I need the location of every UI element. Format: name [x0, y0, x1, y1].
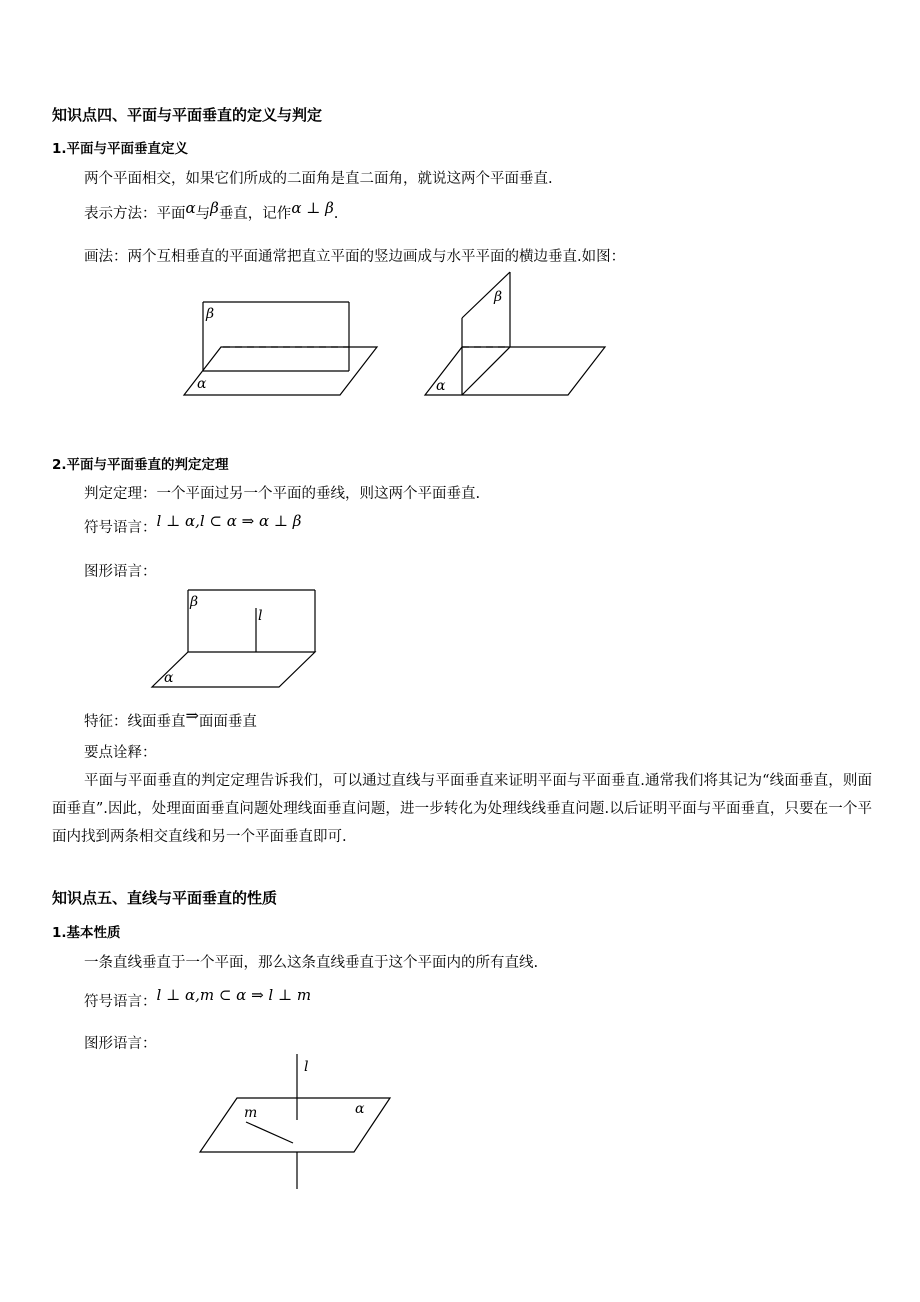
section5-title: 知识点五、直线与平面垂直的性质: [52, 889, 278, 907]
label-alpha-3: α: [355, 1101, 365, 1117]
label-alpha-right: α: [436, 378, 446, 394]
symbol-formula-4: l ⊥ α,l ⊂ α ⇒ α ⊥ β: [156, 512, 302, 530]
notation-beta: β: [210, 199, 219, 217]
key-points-paragraph: 平面与平面垂直的判定定理告诉我们，可以通过直线与平面垂直来证明平面与平面垂直.通常我们将其记为“线面垂直，则面面垂直”.因此，处理面面垂直问题处理线面垂直问题，进一步转化为处理线线垂直问题.以后证明平面与平面垂直，只要在一个平面内找到两条相交直线和另一个平面垂直即可.: [52, 773, 872, 845]
label-beta-right: β: [494, 289, 503, 305]
section4-sub1-title: 1.平面与平面垂直定义: [52, 141, 189, 157]
notation-mid: 垂直，记作: [218, 206, 292, 222]
label-alpha-2: α: [164, 670, 174, 686]
drawing-text: 画法：两个互相垂直的平面通常把直立平面的竖边画成与水平平面的横边垂直.如图：: [84, 249, 626, 265]
section5-sub1-title: 1.基本性质: [52, 925, 121, 941]
label-l-3: l: [304, 1059, 309, 1075]
property-text: 一条直线垂直于一个平面，那么这条直线垂直于这个平面内的所有直线.: [84, 955, 539, 971]
figure-label-4: 图形语言：: [84, 564, 157, 580]
notation-prefix: 表示方法：平面: [84, 206, 186, 222]
line-m: [246, 1122, 293, 1143]
label-alpha-left: α: [197, 376, 207, 392]
feature-suffix: 面面垂直: [198, 714, 257, 730]
label-m-3: m: [244, 1105, 258, 1121]
symbol-formula-5: l ⊥ α,m ⊂ α ⇒ l ⊥ m: [156, 986, 312, 1004]
notation-end: .: [333, 206, 339, 222]
feature-prefix: 特征：线面垂直: [84, 714, 186, 730]
theorem-text: 判定定理：一个平面过另一个平面的垂线，则这两个平面垂直.: [84, 486, 481, 502]
label-beta-left: β: [206, 306, 215, 322]
definition-text: 两个平面相交，如果它们所成的二面角是直二面角，就说这两个平面垂直.: [84, 171, 553, 187]
symbol-label-4: 符号语言：: [84, 520, 157, 536]
notation-and: 与: [195, 206, 211, 222]
label-l-2: l: [258, 608, 263, 624]
label-beta-2: β: [190, 594, 199, 610]
notation-formula: α ⊥ β: [291, 199, 334, 217]
figure-label-5: 图形语言：: [84, 1036, 157, 1052]
symbol-label-5: 符号语言：: [84, 994, 157, 1010]
feature-arrow: ⇒: [185, 706, 199, 725]
key-points-label: 要点诠释：: [84, 745, 157, 761]
section4-sub2-title: 2.平面与平面垂直的判定定理: [52, 457, 229, 473]
notation-alpha: α: [185, 199, 196, 217]
section4-title: 知识点四、平面与平面垂直的定义与判定: [52, 106, 323, 124]
